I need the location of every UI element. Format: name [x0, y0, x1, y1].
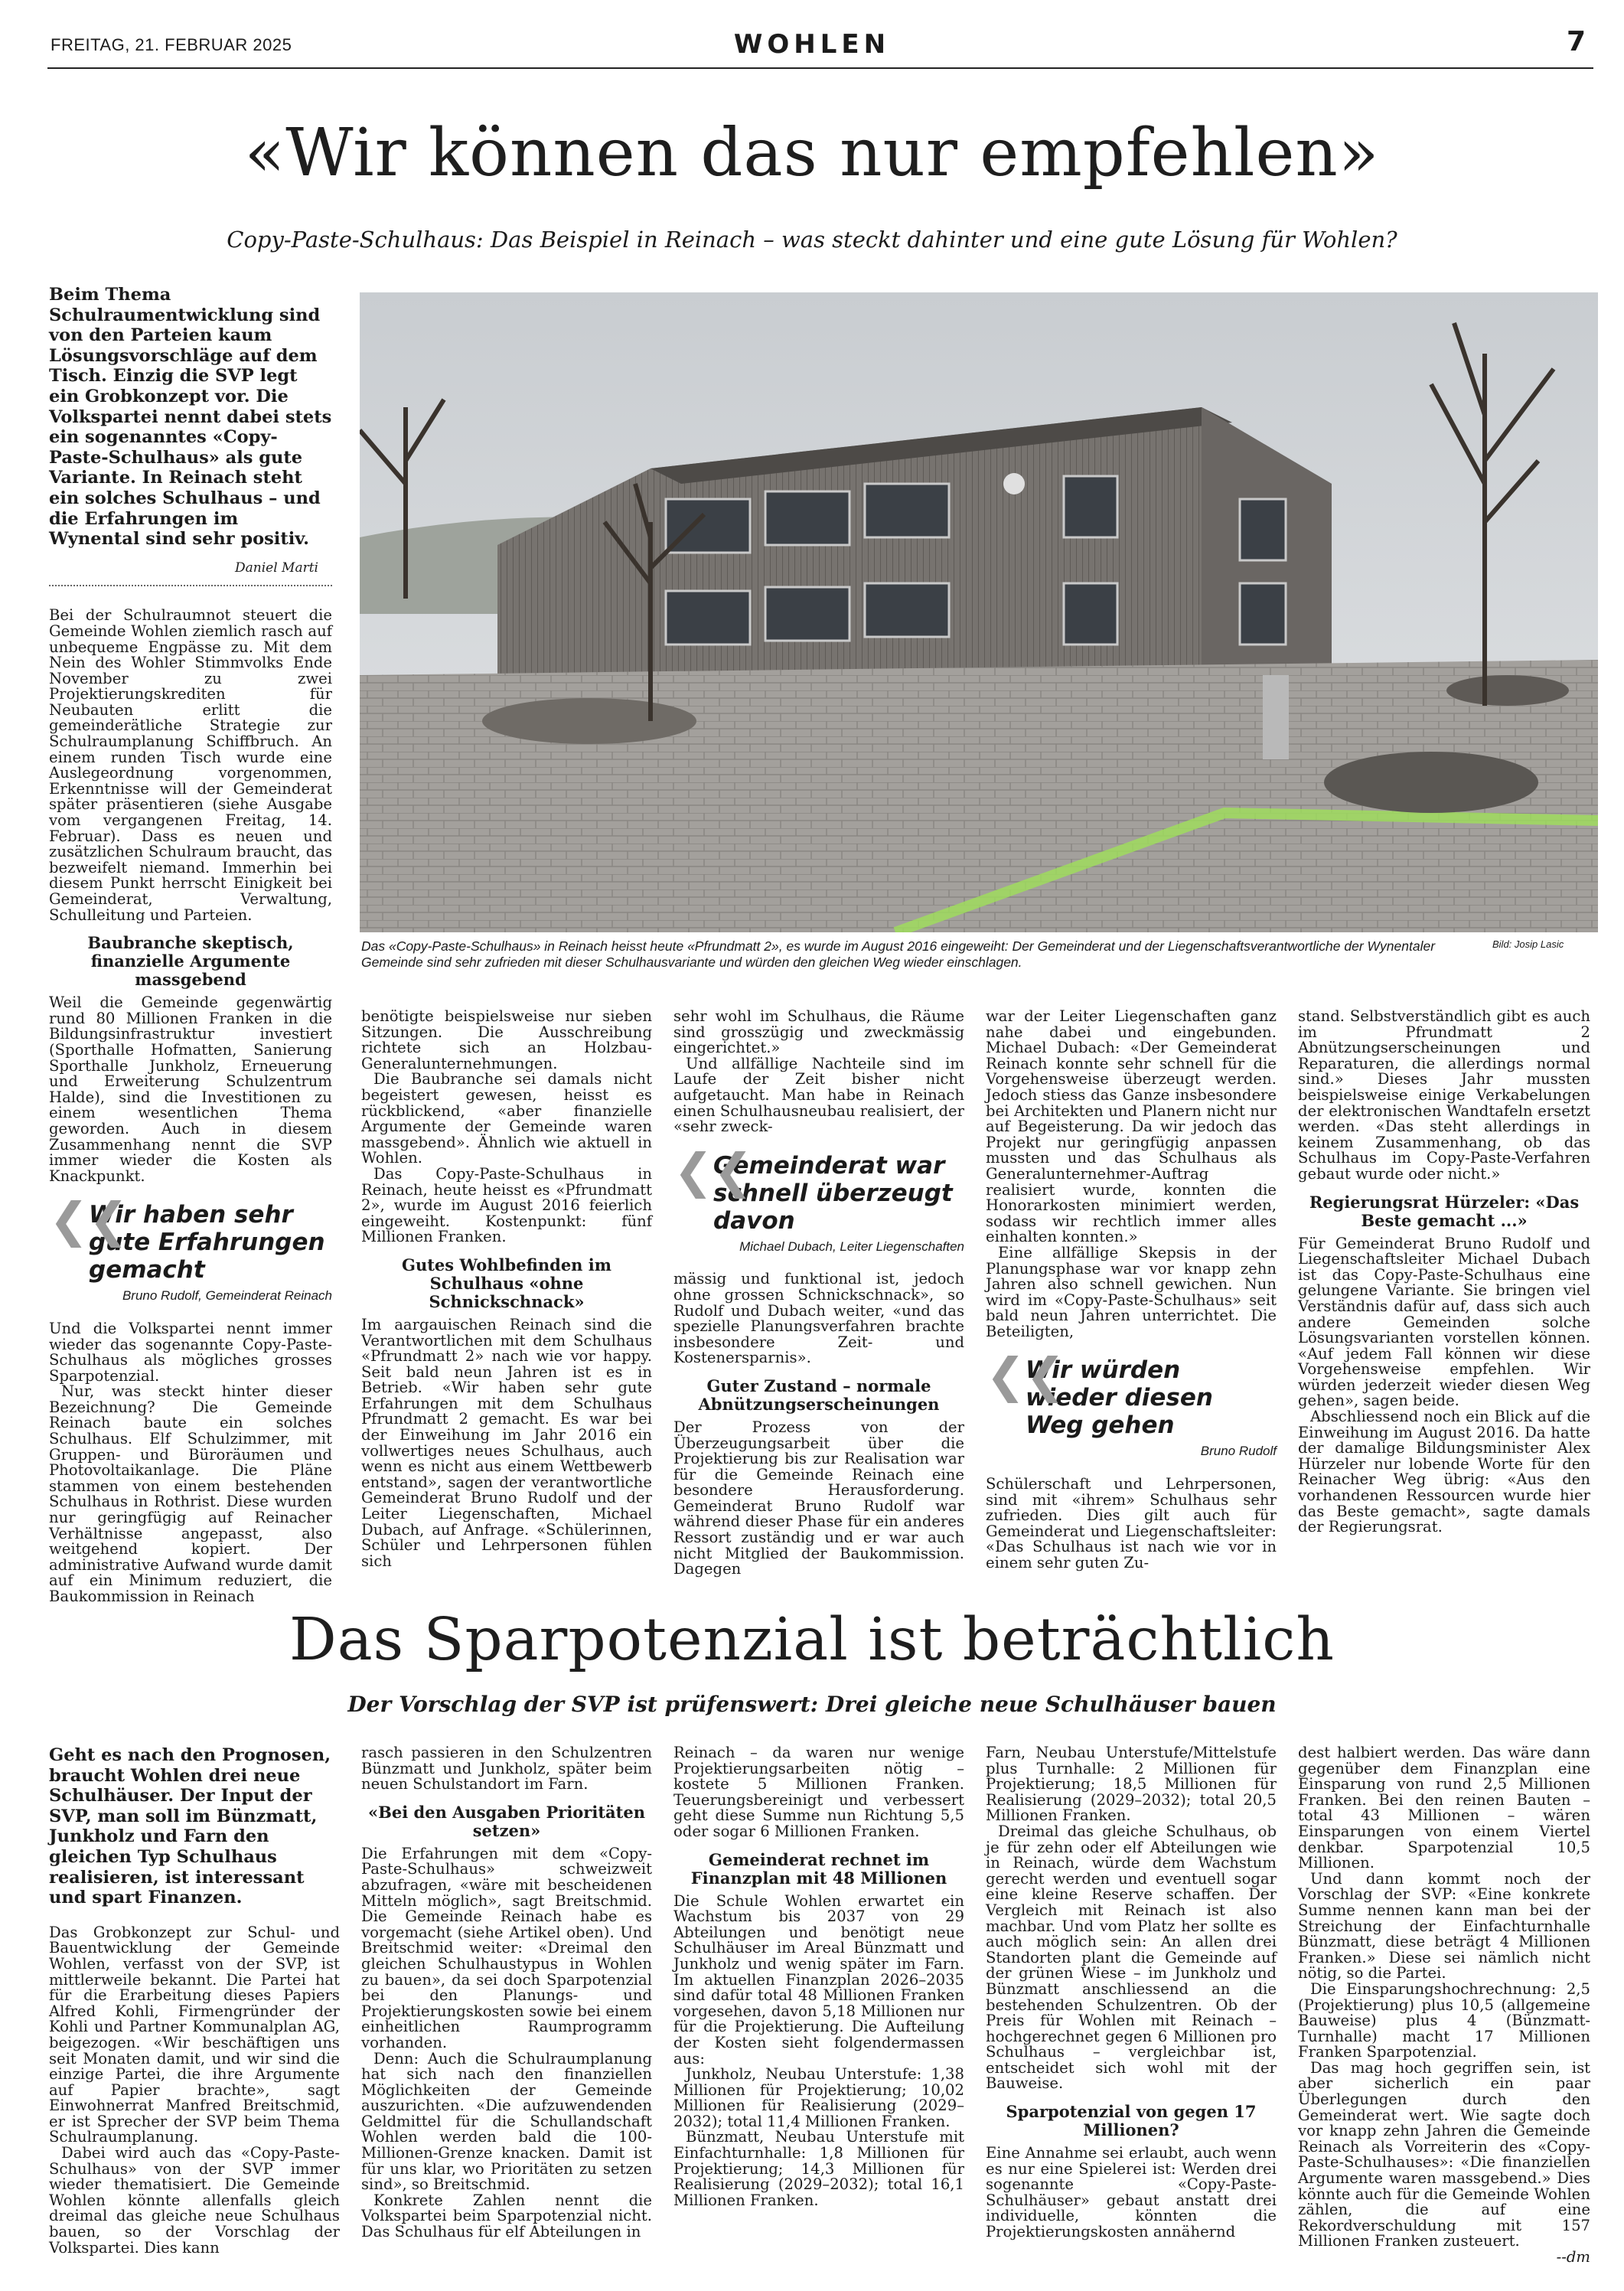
paragraph: Reinach – da waren nur wenige Projektierungsarbeiten nötig – kostete 5 Millionen Franken. Teuerungsbereinigt und verbessert geht diese Summe nun Richtung 5,5 oder sogar 6 Millionen Franken. — [673, 1744, 964, 1840]
pull-quote-text: Wir haben sehr gute Erfahrungen gemacht — [89, 1201, 325, 1284]
paragraph: Junkholz, Neubau Unterstufe: 1,38 Millionen für Projektierung; 10,02 Millionen für Realisierung (2029–2032); total 11,4 Millionen Franken. — [673, 2065, 964, 2130]
photo-caption: Das «Copy-Paste-Schulhaus» in Reinach heisst heute «Pfrundmatt 2», es wurde im August 2016 eingeweiht: Der Gemeinderat und der Liegenschaftsverantwortliche der Wynentaler Gemeinde sind sehr zufrieden mit dieser Schulhausvariante und würden den gleichen Weg wieder einschlagen. — [361, 938, 1436, 970]
article2-column-5 — [1298, 1745, 1590, 2266]
paragraph: Die Baubranche sei damals nicht begeistert gewesen, heisst es rückblickend, «aber finanzielle Argumente der Gemeinde waren massgebend». Ähnlich wie aktuell in Wohlen. — [361, 1070, 652, 1167]
pull-quote — [673, 1142, 964, 1255]
paragraph: Weil die Gemeinde gegenwärtig rund 80 Millionen Franken in die Bildungsinfrastruktur investiert (Sporthalle Hofmatten, Sanierung Sporthalle Junkholz, Erneuerung und Erweiterung Schulzentrum Halde), sind die Investitionen zu einem wesentlichen Thema geworden. Auch in diesem Zusammenhang nennt die SVP immer wieder die Kosten als Knackpunkt. — [49, 994, 332, 1185]
paragraph: mässig und funktional ist, jedoch ohne grossen Schnickschnack», so Rudolf und Dubach weiter, «und das spezielle Planungsverfahren brachte insbesondere Zeit- und Kostenersparnis». — [673, 1270, 964, 1367]
paragraph: benötigte beispielsweise nur sieben Sitzungen. Die Ausschreibung richtete sich an Holzbau-Generalunternehmungen. — [361, 1007, 652, 1072]
paragraph: Das mag hoch gegriffen sein, ist aber sicherlich ein paar Überlegungen durch den Gemeinderat wert. Wie sagte doch vor knapp zehn Jahren die Gemeinde Reinach als Vorreiterin des «Copy-Paste-Schulhauses»: «Die finanziellen Argumente waren massgebend.» Dies könnte auch für die Gemeinde Wohlen zählen, die auf eine Rekordverschuldung mit 157 Millionen Franken zusteuert. — [1298, 2058, 1590, 2250]
article1-subtitle: Copy-Paste-Schulhaus: Das Beispiel in Reinach – was steckt dahinter und eine gute Lösung für Wohlen? — [227, 227, 1397, 253]
paragraph: rasch passieren in den Schulzentren Bünzmatt und Junkholz, später beim neuen Schulstandort im Farn. — [361, 1744, 652, 1793]
paragraph: Und allfällige Nachteile sind im Laufe der Zeit bisher nicht aufgetaucht. Man habe in Reinach einen Schulhausneubau realisiert, der «sehr zweck- — [673, 1054, 965, 1136]
paragraph: Dreimal das gleiche Schulhaus, ob je für zehn oder elf Abteilungen wie in Reinach, würde dem Wachstum gerecht werden und eventuell sogar eine kleine Reserve schaffen. Der Vergleich mit Reinach ist also machbar. Und vom Platz her sollte es auch möglich sein: An allen drei Standorten plant die Gemeinde auf der grünen Wiese – im Junkholz und Bünzmatt anschliessend an die bestehenden Schulzentren. Ob der Preis für Wohlen mit Reinach – hochgerechnet gegen 6 Millionen pro Schulhaus – vergleichbar ist, entscheidet sich wohl mit der Bauweise. — [986, 1822, 1277, 2093]
paragraph: Bünzmatt, Neubau Unterstufe mit Einfachturnhalle: 1,8 Millionen für Projektierung; 14,3 Millionen für Realisierung (2029–2032); total 16,1 Millionen Franken. — [673, 2128, 964, 2209]
article2-lead: Geht es nach den Prognosen, braucht Wohlen drei neue Schulhäuser. Der Input der SVP, man soll im Bünzmatt, Junkholz und Farn den gleichen Typ Schulhaus realisieren, ist interessant und spart Finanzen. — [49, 1745, 331, 1908]
article1-headline: «Wir können das nur empfehlen» — [244, 115, 1380, 191]
article2-column-2 — [361, 1745, 652, 2240]
paragraph: sehr wohl im Schulhaus, die Räume sind grosszügig und zweckmässig eingerichtet.» — [673, 1007, 964, 1057]
subheading: Baubranche skeptisch, finanzielle Argumente massgebend — [87, 933, 294, 990]
paragraph: Eine Annahme sei erlaubt, auch wenn es nur eine Spielerei ist: Werden drei sogenannte «Copy-Paste-Schulhäuser» gebaut anstatt drei individuelle, könnten die Projektierungskosten annähernd — [986, 2144, 1277, 2241]
pull-quote-attribution: Bruno Rudolf, Gemeinderat Reinach — [122, 1288, 332, 1304]
article1-column-4 — [986, 1009, 1277, 1571]
paragraph: Das Grobkonzept zur Schul- und Bauentwicklung der Gemeinde Wohlen, verfasst von der SVP, ist mittlerweile bekannt. Die Partei hat für die Erarbeitung dieses Papiers Alfred Kohli, Firmengründer der Kohli und Partner Kommunalplan AG, beigezogen. «Wir beschäftigen uns seit Monaten damit, und wir sind die einzige Partei, die ihre Argumente auf Papier brachte», sagt Einwohnerrat Manfred Breitschmid, er ist Sprecher der SVP beim Thema Schulraumplanung. — [49, 1923, 340, 2146]
paragraph: Dabei wird auch das «Copy-Paste-Schulhaus» von der SVP immer wieder thematisiert. Die Gemeinde Wohlen könnte allenfalls gleich dreimal das gleiche neue Schulhaus bauen, so der Vorschlag der Volkspartei. Dies kann — [49, 2144, 340, 2257]
article1-column-2 — [361, 1009, 652, 1569]
paragraph: Die Schule Wohlen erwartet ein Wachstum bis 2037 von 29 Abteilungen und benötigt neue Schulhäuser im Areal Bünzmatt und Junkholz und wenig später im Farn. Im aktuellen Finanzplan 2026–2035 sind dafür total 48 Millionen Franken vorgesehen, davon 5,18 Millionen nur für die Projektierung. Die Aufteilung der Kosten sieht folgendermassen aus: — [673, 1891, 964, 2067]
paragraph: Der Prozess von der Überzeugungsarbeit über die Projektierung bis zur Realisation war für die Gemeinde Reinach eine besondere Herausforderung. Gemeinderat Bruno Rudolf war während dieser Phase für ein anderes Ressort zuständig und er war auch nicht Mitglied der Baukommission. Dagegen — [673, 1418, 964, 1578]
article1-author: Daniel Marti — [235, 560, 318, 576]
paragraph: Abschliessend noch ein Blick auf die Einweihung im August 2016. Da hatte der damalige Bildungsminister Alex Hürzeler nur lobende Worte für den Reinacher Weg übrig: «Aus den vorhandenen Ressourcen wurde hier das Beste gemacht», sagte damals der Regierungsrat. — [1298, 1408, 1590, 1536]
subheading: Gutes Wohlbefinden im Schulhaus «ohne Schnickschnack» — [402, 1255, 611, 1311]
subheading: Gemeinderat rechnet im Finanzplan mit 48 Millionen — [690, 1849, 947, 1888]
quote-mark-icon: ❮❮ — [986, 1347, 1065, 1404]
schoolhouse-illustration — [360, 292, 1598, 932]
section-title: WOHLEN — [733, 29, 891, 60]
article2-column-3 — [673, 1745, 964, 2208]
subheading: Regierungsrat Hürzeler: «Das Beste gemacht ...» — [1309, 1192, 1580, 1230]
paragraph: Die Einsparungshochrechnung: 2,5 (Projektierung) plus 10,5 (allgemeine Bauweise) plus 4 (Bünzmatt-Turnhalle) macht 17 Millionen Franken Sparpotenzial. — [1298, 1979, 1590, 2061]
pull-quote-text: Gemeinderat war schnell überzeugt davon — [713, 1151, 953, 1235]
paragraph: Und dann kommt noch der Vorschlag der SVP: «Eine konkrete Summe nennen kann man bei der Streichung der Einfachturnhalle Bünzmatt, diese beträgt 4 Millionen Franken.» Diese sei nämlich nicht nötig, so die Partei. — [1298, 1869, 1590, 1983]
article2-column-4 — [986, 1745, 1277, 2240]
quote-mark-icon: ❮❮ — [673, 1142, 753, 1199]
paragraph: Und die Volkspartei nennt immer wieder das sogenannte Copy-Paste-Schulhaus als mögliches grosses Sparpotenzial. — [49, 1319, 332, 1385]
author-signature: --dm — [1556, 2248, 1590, 2266]
author-divider — [49, 585, 332, 586]
subheading: Guter Zustand – normale Abnützungserscheinungen — [698, 1376, 940, 1414]
page-number: 7 — [1566, 26, 1586, 57]
pull-quote-attribution: Bruno Rudolf — [1200, 1444, 1277, 1459]
paragraph: Im aargauischen Reinach sind die Verantwortlichen mit dem Schulhaus «Pfrundmatt 2» nach wie vor happy. Seit bald neun Jahren ist es in Betrieb. «Wir haben sehr gute Erfahrungen mit dem Schulhaus Pfrundmatt 2 gemacht. Es war bei der Einweihung im Jahr 2016 ein vollwertiges neues Schulhaus, auch wenn es nicht aus einem Wettbewerb entstand», sagen der verantwortliche Gemeinderat Bruno Rudolf und der Leiter Liegenschaften, Michael Dubach, auf Anfrage. «Schülerinnen, Schüler und Lehrpersonen fühlen sich — [361, 1315, 652, 1570]
header-rule — [47, 67, 1593, 69]
subheading: Sparpotenzial von gegen 17 Millionen? — [1006, 2102, 1257, 2140]
article2-column-1 — [49, 1745, 340, 2256]
schoolhouse-photo — [360, 292, 1598, 932]
paragraph: war der Leiter Liegenschaften ganz nahe dabei und eingebunden. Michael Dubach: «Der Gemeinderat Reinach konnte sehr schnell für die Vorgehensweise überzeugt werden. Jedoch stiess das Ganze insbesondere bei Architekten und Planern nicht nur auf Begeisterung. Da wir jedoch das Projekt nur geringfügig anpassen mussten und das Schulhaus als Generalunternehmer-Auftrag realisiert wurde, konnten die Honorarkosten minimiert werden, sodass wir rechtlich immer alles einhalten konnten.» — [986, 1007, 1277, 1246]
paragraph: dest halbiert werden. Das wäre dann gegenüber dem Finanzplan eine Einsparung von rund 2,5 Millionen Franken. Bei den reinen Bauten – total 43 Millionen – wären Einsparungen von einem Viertel denkbar. Sparpotenzial 10,5 Millionen. — [1298, 1744, 1590, 1872]
article1-column-3 — [673, 1009, 964, 1578]
photo-credit: Bild: Josip Lasic — [1492, 938, 1564, 950]
paragraph: Konkrete Zahlen nennt die Volkspartei beim Sparpotenzial nicht. Das Schulhaus für elf Abteilungen in — [361, 2191, 652, 2241]
paragraph: Schülerschaft und Lehrpersonen, sind mit «ihrem» Schulhaus sehr zufrieden. Dies gilt auch für Gemeinderat und Liegenschaftsleiter: «Das Schulhaus ist nach wie vor in einem sehr guten Zu- — [986, 1475, 1277, 1572]
pull-quote-text: Wir würden wieder diesen Weg gehen — [1026, 1356, 1213, 1440]
article2-subtitle: Der Vorschlag der SVP ist prüfenswert: Drei gleiche neue Schulhäuser bauen — [347, 1692, 1277, 1717]
paragraph: Das Copy-Paste-Schulhaus in Reinach, heute heisst es «Pfrundmatt 2», wurde im August 2016 feierlich eingeweiht. Kostenpunkt: fünf Millionen Franken. — [361, 1164, 652, 1246]
article1-lead: Beim Thema Schulraumentwicklung sind von den Parteien kaum Lösungsvorschläge auf dem Tisch. Einzig die SVP legt ein Grobkonzept vor. Die Volkspartei nennt dabei stets ein sogenanntes «Copy-Paste-Schulhaus» als gute Variante. In Reinach steht ein solches Schulhaus – und die Erfahrungen im Wynental sind sehr positiv. — [49, 285, 332, 550]
quote-mark-icon: ❮❮ — [49, 1192, 129, 1248]
paragraph: Denn: Auch die Schulraumplanung hat sich nach den finanziellen Möglichkeiten der Gemeinde auszurichten. «Die aufzuwendenden Geldmittel für die Schullandschaft Wohlen werden bald die 100-Millionen-Grenze knacken. Damit ist für uns klar, wo Prioritäten zu setzen sind», so Breitschmid. — [361, 2049, 652, 2194]
paragraph: stand. Selbstverständlich gibt es auch im Pfrundmatt 2 Abnützungserscheinungen und Reparaturen, die allerdings normal sind.» Dieses Jahr mussten beispielsweise einige Verkabelungen der elektronischen Wandtafeln ersetzt werden. «Das steht allerdings in keinem Zusammenhang, ob das Schulhaus im Copy-Paste-Verfahren gebaut wurde oder nicht.» — [1298, 1007, 1590, 1183]
article1-column-1 — [49, 285, 332, 1605]
paragraph: Die Erfahrungen mit dem «Copy-Paste-Schulhaus» schweizweit abzufragen, «wäre mit bescheidenen Mitteln möglich», sagt Breitschmid. Die Gemeinde Reinach habe es vorgemacht (siehe Artikel oben). Und Breitschmid weiter: «Dreimal den gleichen Schulhaustypus in Wohlen zu bauen», da sei doch Sparpotenzial bei den Planungs- und Projektierungskosten sowie bei einem einheitlichen Raumprogramm vorhanden. — [361, 1844, 652, 2051]
article1-column-5 — [1298, 1009, 1590, 1535]
paragraph: Nur, was steckt hinter dieser Bezeichnung? Die Gemeinde Reinach baute ein solches Schulhaus. Elf Schulzimmer, mit Gruppen- und Büroräumen und Photovoltaikanlage. Die Pläne stammen von einem bestehenden Schulhaus in Rothrist. Diese wurden nur geringfügig auf Reinacher Verhältnisse angepasst, also weitgehend kopiert. Der administrative Aufwand wurde damit auf ein Minimum reduziert, die Baukommission in Reinach — [49, 1382, 332, 1605]
subheading: «Bei den Ausgaben Prioritäten setzen» — [368, 1802, 645, 1840]
issue-date: FREITAG, 21. FEBRUAR 2025 — [51, 35, 292, 54]
paragraph: Für Gemeinderat Bruno Rudolf und Liegenschaftsleiter Michael Dubach ist das Copy-Paste-Schulhaus eine gelungene Variante. Sie bringen viel Verständnis dafür auf, dass sich auch andere Gemeinden solche Lösungsvarianten vorstellen können. «Auf jedem Fall können wir diese Vorgehensweise empfehlen. Wir würden jederzeit wieder diesen Weg gehen», sagen beide. — [1298, 1234, 1590, 1410]
pull-quote-attribution: Michael Dubach, Leiter Liegenschaften — [739, 1239, 964, 1254]
pull-quote — [986, 1347, 1277, 1460]
article2-headline: Das Sparpotenzial ist beträchtlich — [289, 1606, 1335, 1674]
pull-quote — [49, 1192, 332, 1304]
paragraph: Bei der Schulraumnot steuert die Gemeinde Wohlen ziemlich rasch auf unbequeme Engpässe zu. Mit dem Nein des Wohler Stimmvolks Ende November zu zwei Projektierungskrediten für Neubauten erlitt die gemeinderätliche Strategie zur Schulraumplanung Schiffbruch. An einem runden Tisch wurde eine Auslegeordnung vorgenommen, Erkenntnisse will der Gemeinderat später präsentieren (siehe Ausgabe vom vergangenen Freitag, 14. Februar). Dass es neuen und zusätzlichen Schulraum braucht, das bezweifelt niemand. Immerhin bei diesem Punkt herrscht Einigkeit bei Gemeinderat, Verwaltung, Schulleitung und Parteien. — [49, 606, 332, 924]
paragraph: Eine allfällige Skepsis in der Planungsphase war vor knapp zehn Jahren also schnell gewichen. Nun wird im «Copy-Paste-Schulhaus» seit bald neun Jahren unterrichtet. Die Beteiligten, — [986, 1243, 1277, 1340]
paragraph: Farn, Neubau Unterstufe/Mittelstufe plus Turnhalle: 2 Millionen für Projektierung; 18,5 Millionen für Realisierung (2029–2032); total 20,5 Millionen Franken. — [986, 1744, 1277, 1825]
